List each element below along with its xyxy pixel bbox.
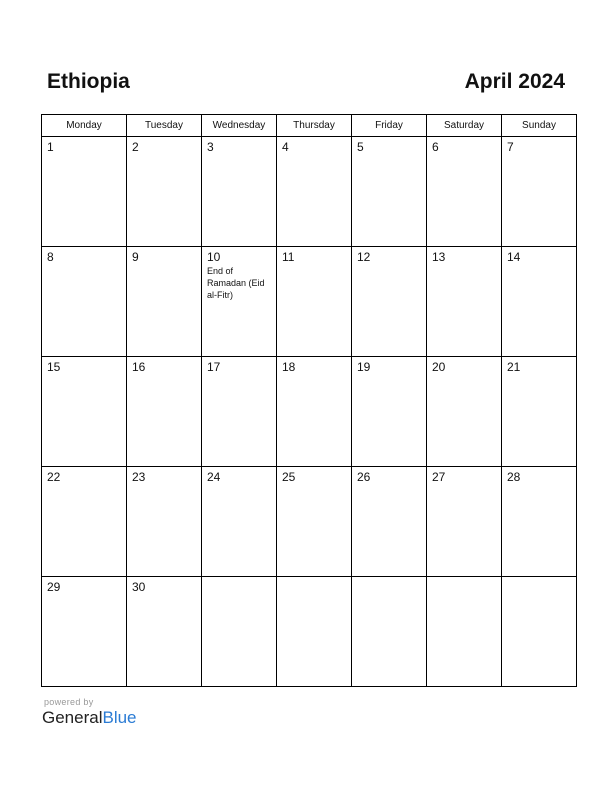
day-number: 18: [282, 360, 296, 374]
day-cell: [277, 137, 352, 247]
day-cell: [202, 467, 277, 577]
day-number: 22: [47, 470, 61, 484]
weekday-header: Friday: [352, 115, 427, 137]
day-cell: [352, 577, 427, 687]
weekday-header: Thursday: [277, 115, 352, 137]
day-number: 20: [432, 360, 446, 374]
day-event: [502, 374, 576, 375]
day-event: [202, 154, 276, 155]
day-cell: [502, 247, 577, 357]
day-event: [127, 594, 201, 595]
day-event: [352, 580, 426, 581]
day-event: [427, 374, 501, 375]
day-event: [352, 264, 426, 265]
day-cell: [502, 357, 577, 467]
week-row: [42, 137, 577, 247]
day-cell: [427, 247, 502, 357]
day-cell: [277, 357, 352, 467]
day-event: [277, 374, 351, 375]
day-number: 12: [357, 250, 371, 264]
day-event: [502, 264, 576, 265]
day-event: [127, 374, 201, 375]
week-row: [42, 577, 577, 687]
day-event: [127, 484, 201, 485]
day-event: [427, 154, 501, 155]
day-cell: [202, 137, 277, 247]
day-event: [277, 484, 351, 485]
day-event: [42, 374, 126, 375]
brand-text-general: General: [42, 708, 103, 727]
calendar-grid: [41, 114, 577, 687]
day-number: 25: [282, 470, 296, 484]
day-cell: [127, 137, 202, 247]
day-number: 10: [207, 250, 221, 264]
day-event: [427, 264, 501, 265]
day-cell: [352, 357, 427, 467]
day-cell: [202, 247, 277, 357]
day-cell: [127, 467, 202, 577]
day-event: [277, 580, 351, 581]
day-number: 9: [132, 250, 139, 264]
weekday-header-row: [42, 115, 577, 137]
day-number: 28: [507, 470, 521, 484]
day-number: 30: [132, 580, 146, 594]
day-number: 23: [132, 470, 146, 484]
day-number: 4: [282, 140, 289, 154]
day-number: 21: [507, 360, 521, 374]
brand-text-blue: Blue: [102, 708, 137, 727]
day-event: [352, 374, 426, 375]
day-cell: [42, 467, 127, 577]
day-event: [202, 580, 276, 581]
day-number: 27: [432, 470, 446, 484]
day-number: 16: [132, 360, 146, 374]
day-number: 8: [47, 250, 54, 264]
day-cell: [42, 137, 127, 247]
day-event: [352, 154, 426, 155]
day-number: 29: [47, 580, 61, 594]
day-cell: [352, 467, 427, 577]
day-cell: [42, 247, 127, 357]
day-cell: [277, 467, 352, 577]
week-row: [42, 467, 577, 577]
day-event: [352, 484, 426, 485]
day-event: [427, 580, 501, 581]
day-event: [277, 264, 351, 265]
day-number: 6: [432, 140, 439, 154]
weekday-header: Monday: [42, 115, 127, 137]
holiday-event: End of Ramadan (Eid al-Fitr): [207, 266, 265, 300]
day-cell: [427, 467, 502, 577]
day-number: 19: [357, 360, 371, 374]
day-number: 13: [432, 250, 446, 264]
day-event: [42, 484, 126, 485]
powered-by-label: powered by: [44, 697, 94, 707]
day-event: [42, 264, 126, 265]
day-event: [502, 154, 576, 155]
day-event: [42, 154, 126, 155]
day-event: [127, 154, 201, 155]
week-row: [42, 357, 577, 467]
week-row: [42, 247, 577, 357]
day-cell: [127, 577, 202, 687]
weekday-header: Saturday: [427, 115, 502, 137]
day-number: 3: [207, 140, 214, 154]
day-cell: [277, 247, 352, 357]
day-cell: [427, 357, 502, 467]
day-event: [42, 594, 126, 595]
country-title: Ethiopia: [47, 70, 130, 93]
day-cell: [427, 137, 502, 247]
day-number: 5: [357, 140, 364, 154]
day-cell: [502, 577, 577, 687]
day-cell: [502, 137, 577, 247]
weekday-header: Sunday: [502, 115, 577, 137]
day-number: 7: [507, 140, 514, 154]
day-event: [277, 154, 351, 155]
day-cell: [202, 577, 277, 687]
day-cell: [352, 137, 427, 247]
day-number: 15: [47, 360, 61, 374]
generalblue-logo[interactable]: [42, 708, 137, 728]
day-number: 11: [282, 250, 295, 264]
day-number: 26: [357, 470, 371, 484]
day-event: [427, 484, 501, 485]
day-number: 14: [507, 250, 521, 264]
day-cell: [42, 577, 127, 687]
day-event: [202, 484, 276, 485]
day-cell: [427, 577, 502, 687]
day-cell: [127, 357, 202, 467]
day-number: 2: [132, 140, 139, 154]
weekday-header: Tuesday: [127, 115, 202, 137]
day-number: 24: [207, 470, 221, 484]
day-event: [202, 374, 276, 375]
day-cell: [502, 467, 577, 577]
day-event: [502, 484, 576, 485]
weekday-header: Wednesday: [202, 115, 277, 137]
day-cell: [202, 357, 277, 467]
day-number: 17: [207, 360, 221, 374]
month-year-title: April 2024: [464, 70, 565, 93]
day-cell: [277, 577, 352, 687]
day-cell: [127, 247, 202, 357]
day-number: 1: [47, 140, 54, 154]
day-cell: [352, 247, 427, 357]
day-cell: [42, 357, 127, 467]
day-event: [502, 580, 576, 581]
day-event: [127, 264, 201, 265]
